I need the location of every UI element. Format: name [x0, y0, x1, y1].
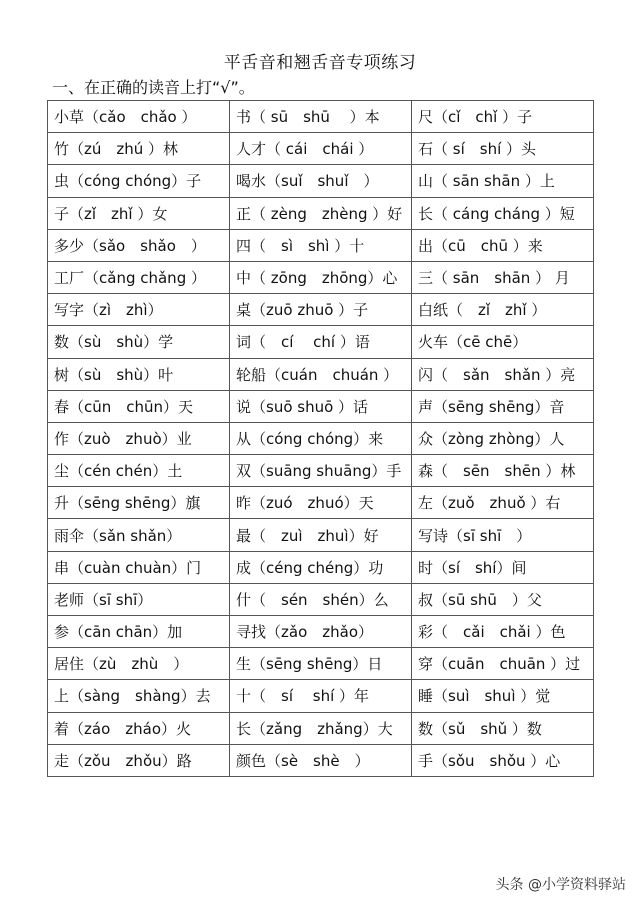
- exercise-cell[interactable]: 四（ sì shì ）十: [230, 229, 412, 261]
- exercise-cell[interactable]: 众（zòng zhòng）人: [412, 422, 594, 454]
- exercise-cell[interactable]: 中（ zōng zhōng）心: [230, 261, 412, 293]
- table-row: [48, 712, 594, 744]
- exercise-cell[interactable]: 火车（cē chē）: [412, 326, 594, 358]
- exercise-cell[interactable]: 生（sēng shēng）日: [230, 648, 412, 680]
- exercise-cell[interactable]: 居住（zù zhù ）: [48, 648, 230, 680]
- watermark: 头条 @小学资料驿站: [495, 877, 626, 893]
- exercise-cell[interactable]: 串（cuàn chuàn）门: [48, 551, 230, 583]
- page-title: 平舌音和翘舌音专项练习: [223, 53, 417, 73]
- exercise-cell[interactable]: 竹（zú zhú ）林: [48, 133, 230, 165]
- exercise-cell[interactable]: 作（zuò zhuò）业: [48, 422, 230, 454]
- table-row: [48, 165, 594, 197]
- exercise-cell[interactable]: 人才（ cái chái ）: [230, 133, 412, 165]
- exercise-cell[interactable]: 上（sàng shàng）去: [48, 680, 230, 712]
- exercise-cell[interactable]: 白纸（ zǐ zhǐ ）: [412, 294, 594, 326]
- table-row: [48, 519, 594, 551]
- exercise-cell[interactable]: 成（céng chéng）功: [230, 551, 412, 583]
- exercise-cell[interactable]: 参（cān chān）加: [48, 616, 230, 648]
- exercise-cell[interactable]: 喝水（suǐ shuǐ ）: [230, 165, 412, 197]
- exercise-cell[interactable]: 声（sēng shēng）音: [412, 390, 594, 422]
- table-row: [48, 455, 594, 487]
- table-row: [48, 551, 594, 583]
- exercise-cell[interactable]: 寻找（zǎo zhǎo）: [230, 616, 412, 648]
- exercise-cell[interactable]: 树（sù shù）叶: [48, 358, 230, 390]
- exercise-cell[interactable]: 十（ sí shí ）年: [230, 680, 412, 712]
- table-row: [48, 261, 594, 293]
- exercise-cell[interactable]: 双（suāng shuāng）手: [230, 455, 412, 487]
- exercise-cell[interactable]: 长（zǎng zhǎng）大: [230, 712, 412, 744]
- exercise-cell[interactable]: 升（sēng shēng）旗: [48, 487, 230, 519]
- exercise-cell[interactable]: 尘（cén chén）土: [48, 455, 230, 487]
- exercise-cell[interactable]: 尺（cǐ chǐ ）子: [412, 101, 594, 133]
- exercise-cell[interactable]: 工厂（cǎng chǎng ）: [48, 261, 230, 293]
- exercise-cell[interactable]: 正（ zèng zhèng ）好: [230, 197, 412, 229]
- table-row: [48, 680, 594, 712]
- exercise-cell[interactable]: 子（zǐ zhǐ ）女: [48, 197, 230, 229]
- table-row: [48, 326, 594, 358]
- exercise-cell[interactable]: 写字（zì zhì）: [48, 294, 230, 326]
- exercise-table: [47, 100, 594, 777]
- table-row: [48, 744, 594, 776]
- exercise-cell[interactable]: 闪（ sǎn shǎn ）亮: [412, 358, 594, 390]
- exercise-cell[interactable]: 手（sǒu shǒu ）心: [412, 744, 594, 776]
- table-row: [48, 197, 594, 229]
- exercise-cell[interactable]: 数（sǔ shǔ ）数: [412, 712, 594, 744]
- exercise-cell[interactable]: 昨（zuó zhuó）天: [230, 487, 412, 519]
- exercise-cell[interactable]: 写诗（sī shī ）: [412, 519, 594, 551]
- exercise-cell[interactable]: 走（zǒu zhǒu）路: [48, 744, 230, 776]
- exercise-cell[interactable]: 三（ sān shān ） 月: [412, 261, 594, 293]
- exercise-cell[interactable]: 轮船（cuán chuán ）: [230, 358, 412, 390]
- exercise-cell[interactable]: 时（sí shí）间: [412, 551, 594, 583]
- table-row: [48, 616, 594, 648]
- exercise-cell[interactable]: 数（sù shù）学: [48, 326, 230, 358]
- table-row: [48, 294, 594, 326]
- table-row: [48, 229, 594, 261]
- exercise-cell[interactable]: 书（ sū shū ）本: [230, 101, 412, 133]
- exercise-cell[interactable]: 雨伞（sǎn shǎn）: [48, 519, 230, 551]
- table-row: [48, 390, 594, 422]
- exercise-cell[interactable]: 左（zuǒ zhuǒ ）右: [412, 487, 594, 519]
- table-row: [48, 358, 594, 390]
- table-row: [48, 487, 594, 519]
- exercise-cell[interactable]: 春（cūn chūn）天: [48, 390, 230, 422]
- exercise-cell[interactable]: 着（záo zháo）火: [48, 712, 230, 744]
- table-row: [48, 583, 594, 615]
- exercise-cell[interactable]: 词（ cí chí ）语: [230, 326, 412, 358]
- exercise-cell[interactable]: 睡（suì shuì ）觉: [412, 680, 594, 712]
- exercise-cell[interactable]: 石（ sí shí ）头: [412, 133, 594, 165]
- exercise-cell[interactable]: 从（cóng chóng）来: [230, 422, 412, 454]
- table-row: [48, 422, 594, 454]
- exercise-cell[interactable]: 出（cū chū ）来: [412, 229, 594, 261]
- exercise-cell[interactable]: 森（ sēn shēn ）林: [412, 455, 594, 487]
- exercise-cell[interactable]: 小草（cǎo chǎo ）: [48, 101, 230, 133]
- exercise-cell[interactable]: 彩（ cǎi chǎi ）色: [412, 616, 594, 648]
- table-row: [48, 133, 594, 165]
- exercise-cell[interactable]: 什（ sén shén）么: [230, 583, 412, 615]
- exercise-cell[interactable]: 最（ zuì zhuì）好: [230, 519, 412, 551]
- exercise-cell[interactable]: 山（ sān shān ）上: [412, 165, 594, 197]
- exercise-cell[interactable]: 说（suō shuō ）话: [230, 390, 412, 422]
- instruction-heading: 一、在正确的读音上打“√”。: [52, 78, 255, 97]
- exercise-cell[interactable]: 穿（cuān chuān ）过: [412, 648, 594, 680]
- table-row: [48, 101, 594, 133]
- table-row: [48, 648, 594, 680]
- exercise-cell[interactable]: 桌（zuō zhuō ）子: [230, 294, 412, 326]
- exercise-cell[interactable]: 老师（sī shī）: [48, 583, 230, 615]
- exercise-cell[interactable]: 多少（sǎo shǎo ）: [48, 229, 230, 261]
- exercise-cell[interactable]: 叔（sū shū ）父: [412, 583, 594, 615]
- exercise-cell[interactable]: 长（ cáng cháng ）短: [412, 197, 594, 229]
- exercise-cell[interactable]: 颜色（sè shè ）: [230, 744, 412, 776]
- exercise-cell[interactable]: 虫（cóng chóng）子: [48, 165, 230, 197]
